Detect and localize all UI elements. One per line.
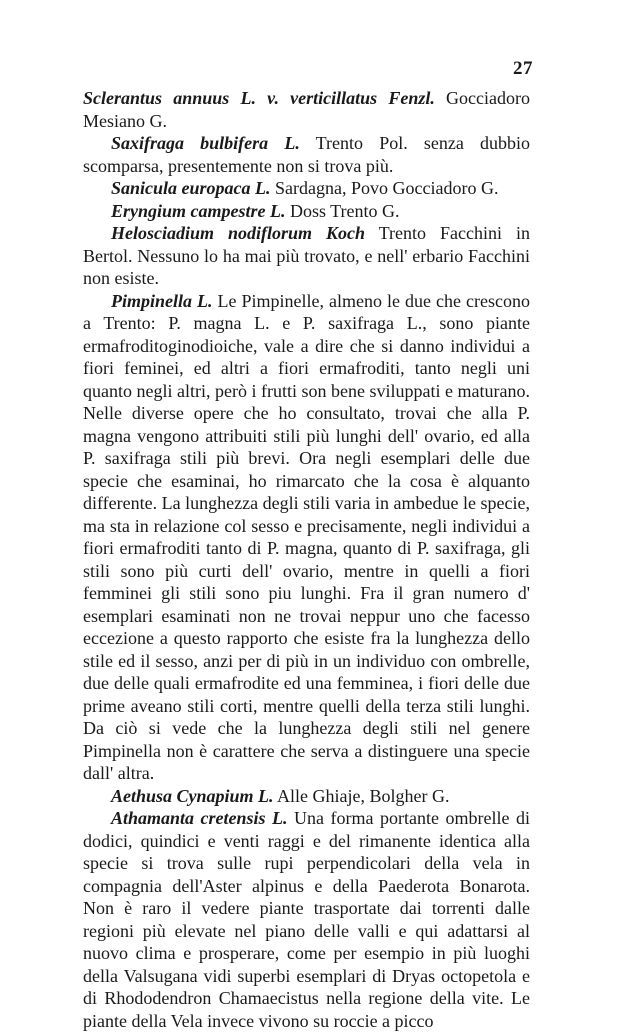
paragraph-text: Doss Trento G. bbox=[285, 200, 400, 221]
taxon-name: Helosciadium nodiflorum Koch bbox=[111, 223, 366, 243]
paragraph-text: Sardagna, Povo Gocciadoro G. bbox=[270, 178, 499, 198]
paragraph-text: Gocciadoro Mesiano G. bbox=[83, 88, 530, 131]
paragraph-text: Trento Facchini in Bertol. Nessuno lo ha mai più trovato, e nell' erbario Facchini non esiste. bbox=[83, 223, 530, 288]
paragraph-helosciadium bbox=[83, 222, 530, 290]
paragraph-text: Le Pimpinelle, almeno le due che crescono a Trento: P. magna L. e P. saxifraga L., sono piante ermafroditoginodioiche, vale a dire che si danno individui a fiori feminei, ed altri a fiori ermafroditi, tanto negli uni quanto negli altri, però i frutti son bene sviluppati e maturano. Nelle diverse opere che ho consultato, trovai che alla P. magna vengono attribuiti stili più lunghi dell' ovario, ed alla P. saxifraga stili più brevi. Ora negli esemplari delle due specie che esaminai, ho rimarcato che la cosa è alquanto differente. La lunghezza degli stili varia in ambedue le specie, ma sta in relazione col sesso e precisamente, negli individui a fiori ermafroditi tanto di P. magna, quanto di P. saxifraga, gli stili sono più curti dell' ovario, mentre in quelli a fiori femminei gli stili sono piu lunghi. Fra il gran numero d' esemplari esaminati non ne trovai neppur uno che facesso eccezione a questo rapporto che esiste fra la lunghezza dello stile ed il sesso, anzi per di più in un individuo con ombrelle, due delle quali ermafrodite ed una femminea, i fiori delle due prime aveano stili corti, mentre quelli della terza stili lunghi. Da ciò si vede che la lunghezza degli stili nel genere Pimpinella non è carattere che serva a distinguere una specie dall' altra. bbox=[83, 290, 530, 783]
taxon-name: Sclerantus annuus L. v. verticillatus Fenzl. bbox=[83, 88, 435, 108]
taxon-name: Saxifraga bulbifera L. bbox=[111, 133, 300, 153]
paragraph-aethusa bbox=[83, 785, 530, 808]
paragraph-sanicula bbox=[83, 177, 530, 200]
taxon-name: Pimpinella L. bbox=[111, 290, 213, 311]
paragraph-eryngium bbox=[83, 200, 530, 223]
paragraph-text: Trento Pol. senza dubbio scomparsa, presentemente non si trova più. bbox=[83, 133, 530, 176]
paragraph-pimpinella bbox=[83, 290, 530, 785]
taxon-name: Eryngium campestre L. bbox=[111, 200, 286, 221]
taxon-name: Sanicula europaca L. bbox=[111, 178, 271, 198]
paragraph-athamanta bbox=[83, 807, 530, 1032]
page-number: 27 bbox=[513, 58, 533, 79]
paragraph-text: Alle Ghiaje, Bolgher G. bbox=[273, 785, 450, 806]
paragraph-text: Una forma portante ombrelle di dodici, quindici e venti raggi e del rimanente identica alla specie si trova sulle rupi perpendicolari della vela in compagnia dell'Aster alpinus e della Paederota Bonarota. Non è raro il vedere piante trasportate dai torrenti dalle regioni più elevate nel piano delle valli e qui adattarsi al nuovo clima e prosperare, come per esempio in più luoghi della Valsugana vidi superbi esemplari di Dryas octopetola e di Rhododendron Chamaecistus nella regione della vite. Le piante della Vela invece vivono su roccie a picco bbox=[83, 808, 530, 1031]
taxon-name: Athamanta cretensis L. bbox=[111, 808, 288, 828]
document-body bbox=[83, 87, 530, 1032]
paragraph-sclerantus bbox=[83, 87, 530, 132]
paragraph-saxifraga bbox=[83, 132, 530, 177]
taxon-name: Aethusa Cynapium L. bbox=[111, 785, 274, 806]
